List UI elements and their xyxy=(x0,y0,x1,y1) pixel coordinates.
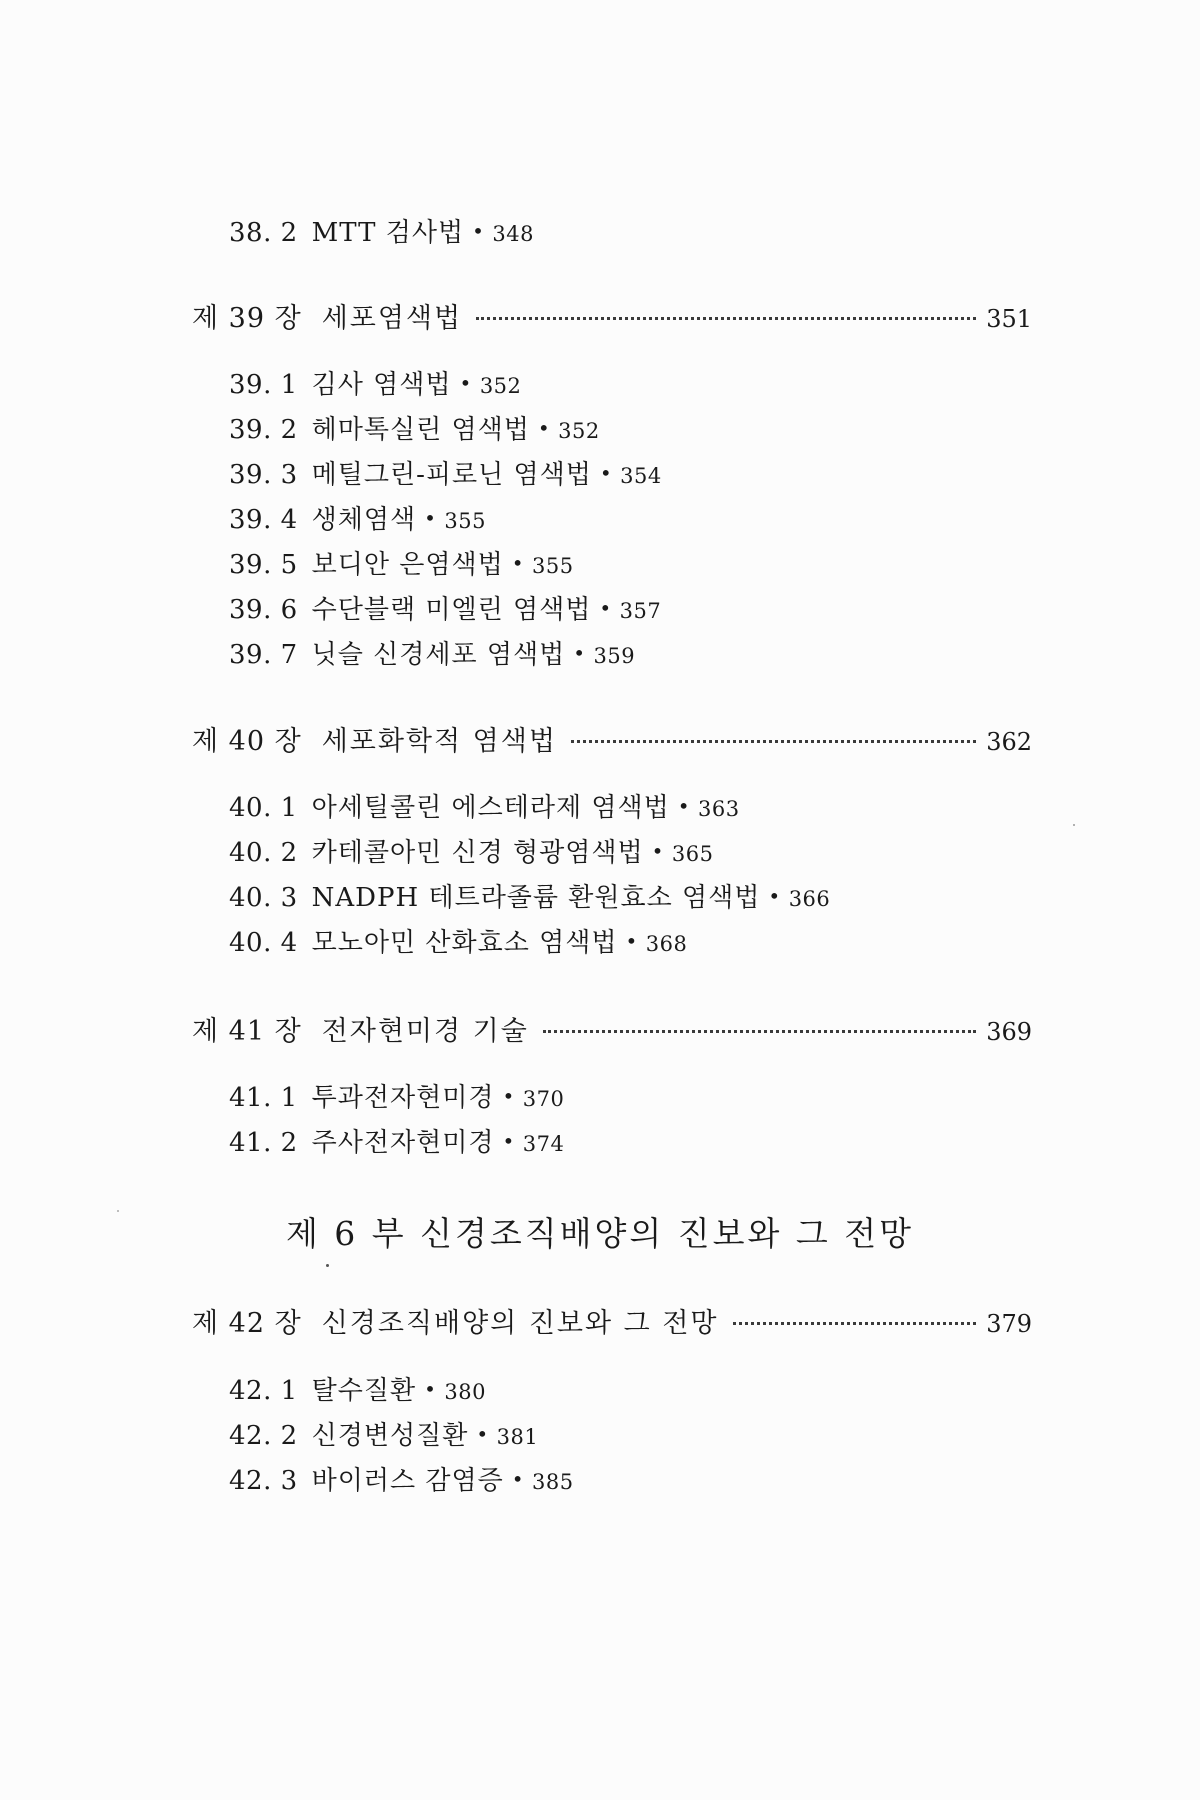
section-title: 생체염색 xyxy=(311,505,417,535)
chapter-label: 제 42 장 xyxy=(192,1308,302,1339)
section-number: 40. 3 xyxy=(229,883,298,913)
page-number: 370 xyxy=(522,1087,565,1111)
bullet-dot-icon: • xyxy=(511,551,525,575)
section-title: 보디안 은염색법 xyxy=(311,550,504,580)
toc-section-entry[interactable] xyxy=(229,1468,574,1494)
page-number: 365 xyxy=(671,842,714,866)
section-title: 모노아민 산화효소 염색법 xyxy=(311,928,618,958)
page-number: 355 xyxy=(444,509,487,533)
toc-section-entry[interactable] xyxy=(229,597,661,623)
section-title: 수단블랙 미엘린 염색법 xyxy=(311,595,592,625)
section-number: 39. 4 xyxy=(229,505,298,535)
bullet-dot-icon: • xyxy=(677,794,690,818)
section-number: 39. 3 xyxy=(229,460,298,490)
section-title: MTT 검사법 xyxy=(311,218,465,248)
section-title: 메틸그린-피로닌 염색법 xyxy=(311,460,592,490)
section-number: 41. 1 xyxy=(229,1083,298,1113)
section-title: 카테콜아민 신경 형광염색법 xyxy=(311,838,644,868)
bullet-dot-icon: • xyxy=(424,1377,437,1401)
section-number: 41. 2 xyxy=(229,1128,298,1158)
toc-section-entry[interactable] xyxy=(229,552,574,578)
bullet-dot-icon: • xyxy=(511,1467,525,1491)
toc-section-entry[interactable] xyxy=(229,220,534,246)
section-title: NADPH 테트라졸륨 환원효소 염색법 xyxy=(311,883,761,913)
toc-section-entry[interactable] xyxy=(229,885,830,911)
section-number: 39. 6 xyxy=(229,595,298,625)
section-number: 39. 2 xyxy=(229,415,298,445)
bullet-dot-icon: • xyxy=(651,839,664,863)
toc-section-entry[interactable] xyxy=(229,462,662,488)
section-title: 닛슬 신경세포 염색법 xyxy=(311,640,566,670)
toc-section-entry[interactable] xyxy=(229,1378,486,1404)
page-number: 385 xyxy=(532,1470,574,1494)
bullet-dot-icon: • xyxy=(768,884,781,908)
bullet-dot-icon: • xyxy=(476,1422,489,1446)
section-title: 아세틸콜린 에스테라제 염색법 xyxy=(311,793,670,823)
page-number: 366 xyxy=(788,887,831,911)
toc-section-entry[interactable] xyxy=(229,840,713,866)
scan-speck xyxy=(326,1264,329,1267)
page-number: 381 xyxy=(496,1425,539,1449)
page-number: 357 xyxy=(619,599,662,623)
section-title: 탈수질환 xyxy=(311,1376,417,1406)
toc-section-entry[interactable] xyxy=(229,372,521,398)
page-number: 355 xyxy=(532,554,574,578)
section-number: 39. 7 xyxy=(229,640,298,670)
chapter-title: 세포화학적 염색법 xyxy=(321,726,557,757)
section-title: 투과전자현미경 xyxy=(311,1083,495,1113)
section-number: 42. 2 xyxy=(229,1421,298,1451)
toc-section-entry[interactable] xyxy=(229,642,635,668)
page-number: 362 xyxy=(986,728,1032,756)
bullet-dot-icon: • xyxy=(599,461,613,485)
toc-section-entry[interactable] xyxy=(229,930,687,956)
section-number: 42. 3 xyxy=(229,1466,298,1496)
section-title: 헤마톡실린 염색법 xyxy=(311,415,530,445)
bullet-dot-icon: • xyxy=(573,641,586,665)
bullet-dot-icon: • xyxy=(424,506,437,530)
dot-leader xyxy=(571,740,976,743)
chapter-title: 전자현미경 기술 xyxy=(321,1016,529,1047)
bullet-dot-icon: • xyxy=(537,416,551,440)
part-heading: 제 6 부 신경조직배양의 진보와 그 전망 xyxy=(285,1214,915,1253)
dot-leader xyxy=(733,1322,977,1325)
page-number: 352 xyxy=(558,419,600,443)
toc-section-entry[interactable] xyxy=(229,507,486,533)
page-number: 359 xyxy=(593,644,636,668)
page-number: 368 xyxy=(645,932,688,956)
page-number: 363 xyxy=(698,797,740,821)
section-number: 40. 4 xyxy=(229,928,298,958)
scan-speck xyxy=(117,1210,119,1212)
page-number: 380 xyxy=(444,1380,487,1404)
section-number: 40. 1 xyxy=(229,793,298,823)
page-number: 354 xyxy=(620,464,662,488)
chapter-title: 신경조직배양의 진보와 그 전망 xyxy=(321,1308,719,1339)
page-number: 374 xyxy=(522,1132,565,1156)
section-title: 주사전자현미경 xyxy=(311,1128,495,1158)
page-number: 379 xyxy=(986,1310,1032,1338)
page-number: 352 xyxy=(479,374,522,398)
bullet-dot-icon: • xyxy=(502,1129,515,1153)
chapter-label: 제 41 장 xyxy=(192,1016,302,1047)
toc-section-entry[interactable] xyxy=(229,795,740,821)
section-number: 39. 1 xyxy=(229,370,298,400)
bullet-dot-icon: • xyxy=(625,929,638,953)
section-title: 김사 염색법 xyxy=(311,370,452,400)
bullet-dot-icon: • xyxy=(502,1084,515,1108)
scan-speck xyxy=(1073,824,1075,826)
dot-leader xyxy=(543,1030,976,1033)
toc-section-entry[interactable] xyxy=(229,1423,538,1449)
page-number: 348 xyxy=(492,222,534,246)
toc-section-entry[interactable] xyxy=(229,1085,564,1111)
chapter-label: 제 39 장 xyxy=(192,303,302,334)
toc-chapter-entry[interactable] xyxy=(192,1310,1032,1337)
section-number: 38. 2 xyxy=(229,218,298,248)
toc-section-entry[interactable] xyxy=(229,417,600,443)
chapter-label: 제 40 장 xyxy=(192,726,302,757)
bullet-dot-icon: • xyxy=(459,371,472,395)
section-number: 40. 2 xyxy=(229,838,298,868)
bullet-dot-icon: • xyxy=(599,596,612,620)
toc-chapter-entry[interactable] xyxy=(192,1018,1032,1045)
page-number: 351 xyxy=(986,305,1032,333)
section-number: 42. 1 xyxy=(229,1376,298,1406)
section-title: 신경변성질환 xyxy=(311,1421,469,1451)
toc-section-entry[interactable] xyxy=(229,1130,564,1156)
page-number: 369 xyxy=(986,1018,1032,1046)
bullet-dot-icon: • xyxy=(472,219,485,243)
toc-chapter-entry[interactable] xyxy=(192,305,1032,332)
dot-leader xyxy=(476,317,976,320)
toc-chapter-entry[interactable] xyxy=(192,728,1032,755)
section-number: 39. 5 xyxy=(229,550,298,580)
chapter-title: 세포염색법 xyxy=(321,303,463,334)
section-title: 바이러스 감염증 xyxy=(311,1466,504,1496)
